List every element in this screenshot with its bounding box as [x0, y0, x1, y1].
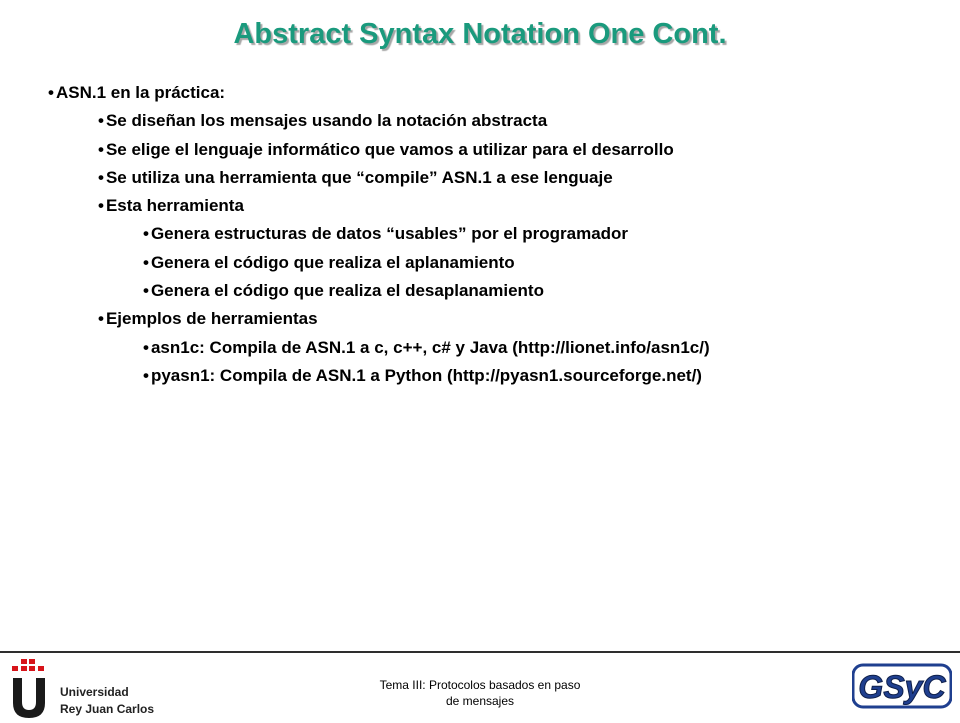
- bullet-char: •: [48, 83, 54, 102]
- bullet-item: [48, 277, 940, 305]
- bullet-item: [48, 249, 940, 277]
- bullet-item: [48, 220, 940, 248]
- bullet-list: [48, 79, 940, 390]
- bullet-char: •: [143, 365, 149, 385]
- university-name-line2: Rey Juan Carlos: [60, 702, 155, 716]
- bullet-char: •: [98, 139, 104, 159]
- bullet-char: •: [98, 309, 104, 329]
- footer-line-1: Tema III: Protocolos basados en paso: [379, 678, 581, 692]
- bullet-item: [48, 305, 940, 333]
- university-name-line1: Universidad: [60, 685, 129, 699]
- bullet-char: •: [143, 224, 149, 244]
- footer-line-2: de mensajes: [445, 694, 515, 708]
- bullet-item: [48, 136, 940, 164]
- bullet-text: Genera el código que realiza el aplanamiento: [150, 252, 515, 272]
- urjc-logo: [8, 658, 158, 718]
- bullet-text: asn1c: Compila de ASN.1 a c, c++, c# y Java (http://lionet.info/asn1c/): [150, 337, 710, 357]
- footer-divider: [0, 651, 960, 653]
- bullet-item: [48, 164, 940, 192]
- bullet-item: [48, 107, 940, 135]
- slide-title: Abstract Syntax Notation One Cont.: [233, 18, 727, 50]
- urjc-emblem-icon: [8, 658, 52, 718]
- gsyc-logo-text: GSyC: [858, 669, 946, 705]
- bullet-char: •: [143, 252, 149, 272]
- bullet-char: •: [98, 196, 104, 216]
- bullet-text: Se diseñan los mensajes usando la notación abstracta: [105, 111, 548, 131]
- bullet-text: Genera el código que realiza el desaplanamiento: [150, 281, 544, 301]
- bullet-char: •: [98, 167, 104, 187]
- bullet-text: Ejemplos de herramientas: [105, 309, 318, 329]
- bullet-char: •: [98, 111, 104, 131]
- gsyc-logo-icon: [852, 662, 952, 710]
- bullet-char: •: [143, 281, 149, 301]
- bullet-text: ASN.1 en la práctica:: [55, 83, 226, 102]
- bullet-text: Se elige el lenguaje informático que vamos a utilizar para el desarrollo: [105, 139, 674, 159]
- bullet-item: [48, 362, 940, 390]
- bullet-text: Genera estructuras de datos “usables” por el programador: [150, 224, 629, 244]
- bullet-item: [48, 192, 940, 220]
- bullet-item: [48, 334, 940, 362]
- footer-caption: [330, 677, 630, 709]
- bullet-text: pyasn1: Compila de ASN.1 a Python (http://pyasn1.sourceforge.net/): [150, 365, 702, 385]
- bullet-item: [48, 79, 940, 107]
- bullet-char: •: [143, 337, 149, 357]
- bullet-text: Esta herramienta: [105, 196, 244, 216]
- gsyc-logo: [852, 662, 952, 710]
- bullet-text: Se utiliza una herramienta que “compile” ASN.1 a ese lenguaje: [105, 167, 613, 187]
